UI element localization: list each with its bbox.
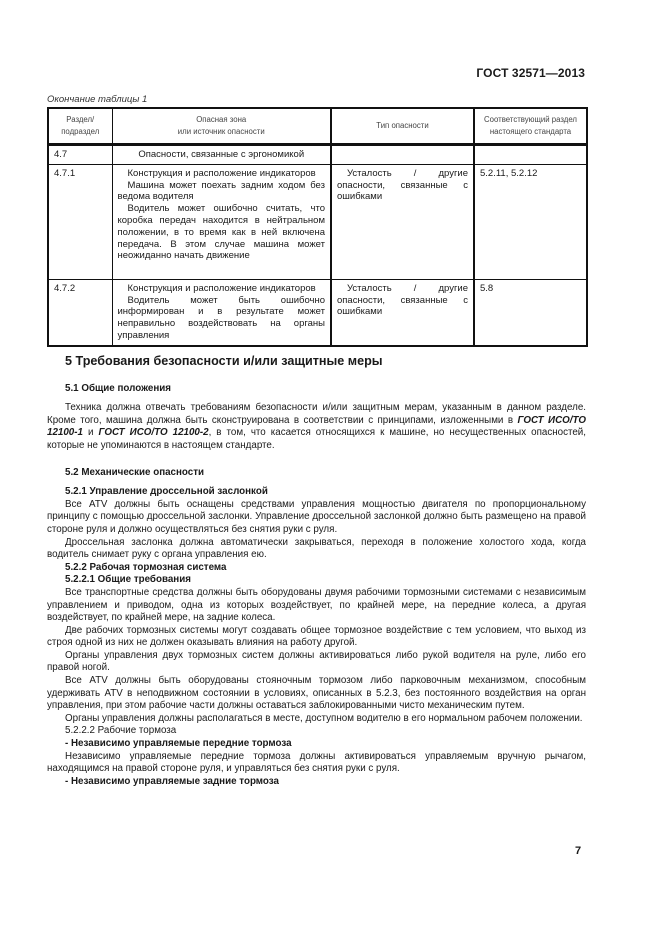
cell-ref: 5.2.11, 5.2.12 (474, 164, 587, 279)
reference-gost-12100-2: ГОСТ ИСО/ТО 12100-2 (98, 427, 209, 439)
paragraph: Независимо управляемые передние тормоза должны активироваться управляемым вручную рычагом, находящимся на правой стороне руля, и управляться без снятия руки с руля. (47, 750, 586, 775)
cell-section: 4.7.2 (48, 279, 112, 345)
cell-type (331, 145, 474, 165)
table-row (48, 164, 587, 279)
table-row (48, 279, 587, 345)
rear-brakes-title: - Независимо управляемые задние тормоза (65, 775, 279, 787)
section-5-1-paragraph: Техника должна отвечать требованиям безопасности и/или защитным мерам, указанным в данном разделе. Кроме того, машина должна быть сконструирована в соответствии с принципами, изложенными в ГОСТ ИСО/ТО 12100-1 и ГОСТ ИСО/ТО 12100-2, в том, что касается относящихся к машине, но несущественных опасностей, которые не упоминаются в настоящем стандарте. (47, 402, 586, 451)
paragraph: Органы управления двух тормозных систем должны активироваться либо рукой водителя на руле, либо его правой ногой. (47, 649, 586, 674)
section-5-title: 5 Требования безопасности и/или защитные меры (65, 354, 383, 368)
cell-section: 4.7.1 (48, 164, 112, 279)
zone-title: Конструкция и расположение индикаторов (127, 167, 316, 179)
cell-type: Усталость / другие опасности, связанные с ошибками (331, 279, 474, 345)
cell-ref: 5.8 (474, 279, 587, 345)
standard-id-header: ГОСТ 32571—2013 (476, 66, 585, 80)
section-5-2-title: 5.2 Механические опасности (65, 466, 205, 478)
cell-ref (474, 145, 587, 165)
column-header-ref: Соответствующий раздел настоящего стандарта (474, 108, 587, 145)
paragraph: Все ATV должны быть оснащены средствами управления мощностью двигателя по пропорциональному принципу с помощью дроссельной заслонки. Управление дроссельной заслонкой должно быть размещено на правой стороне руля и должно осуществляться без снятия руки с руля. (47, 498, 586, 535)
section-5-1-title: 5.1 Общие положения (65, 382, 172, 394)
table-header-row (48, 108, 587, 145)
zone-paragraph: Водитель может ошибочно считать, что коробка передач находится в нейтральном положении, в то время как в ней включена передача. В этом случае машина может неожиданно начать движение (117, 203, 325, 262)
column-header-type: Тип опасности (331, 108, 474, 145)
paragraph: Дроссельная заслонка должна автоматически закрываться, переходя в положение холостого хода, когда водитель снимает руку с органа управления ею. (47, 536, 586, 561)
paragraph: Все транспортные средства должны быть оборудованы двумя рабочими тормозными системами с независимым управлением и приводом, одна из которых воздействует, по крайней мере, на передние колеса, а другая воздействует, по крайней мере, на задние колеса. (47, 586, 586, 624)
zone-paragraph: Водитель может быть ошибочно информирован и в результате может неправильно воздействовать на органы управления (117, 294, 325, 341)
cell-zone (112, 279, 331, 345)
section-5-2-1-title: 5.2.1 Управление дроссельной заслонкой (65, 486, 268, 498)
column-header-zone: Опасная зона или источник опасности (112, 108, 331, 145)
reference-gost-12100-1: ГОСТ ИСО/ТО 12100-1 (47, 414, 586, 439)
paragraph: Две рабочих тормозных системы могут создавать общее тормозное воздействие с тем условием, что выход из строя одной из них не должен оказывать влияния на работу другой. (47, 624, 586, 649)
zone-title: Конструкция и расположение индикаторов (127, 282, 316, 294)
cell-zone: Опасности, связанные с эргономикой (112, 145, 331, 165)
front-brakes-title: - Независимо управляемые передние тормоза (65, 738, 292, 750)
cell-section: 4.7 (48, 145, 112, 165)
hazards-table (47, 107, 588, 347)
zone-paragraph: Машина может поехать задним ходом без ведома водителя (117, 179, 325, 203)
cell-zone (112, 164, 331, 279)
section-5-content (47, 355, 586, 788)
table-row (48, 145, 587, 165)
column-header-section: Раздел/ подраздел (48, 108, 112, 145)
table-caption: Окончание таблицы 1 (47, 94, 148, 105)
section-5-2-2-1-title: 5.2.2.1 Общие требования (65, 574, 191, 586)
section-5-2-2-2-title: 5.2.2.2 Рабочие тормоза (65, 725, 177, 737)
cell-type: Усталость / другие опасности, связанные с ошибками (331, 164, 474, 279)
section-5-2-2-title: 5.2.2 Рабочая тормозная система (65, 561, 227, 573)
page-number: 7 (575, 845, 582, 857)
paragraph: Органы управления должны располагаться в месте, доступном водителю в его нормальном рабочем положении. (65, 712, 583, 724)
paragraph: Все ATV должны быть оборудованы стояночным тормозом либо парковочным механизмом, способным удерживать ATV в неподвижном состоянии в условиях, описанных в 5.2.3, без постоянного воздействия на орган управления, при этом рабочие части должны оставаться заблокированными чисто механическим путем. (47, 675, 586, 712)
